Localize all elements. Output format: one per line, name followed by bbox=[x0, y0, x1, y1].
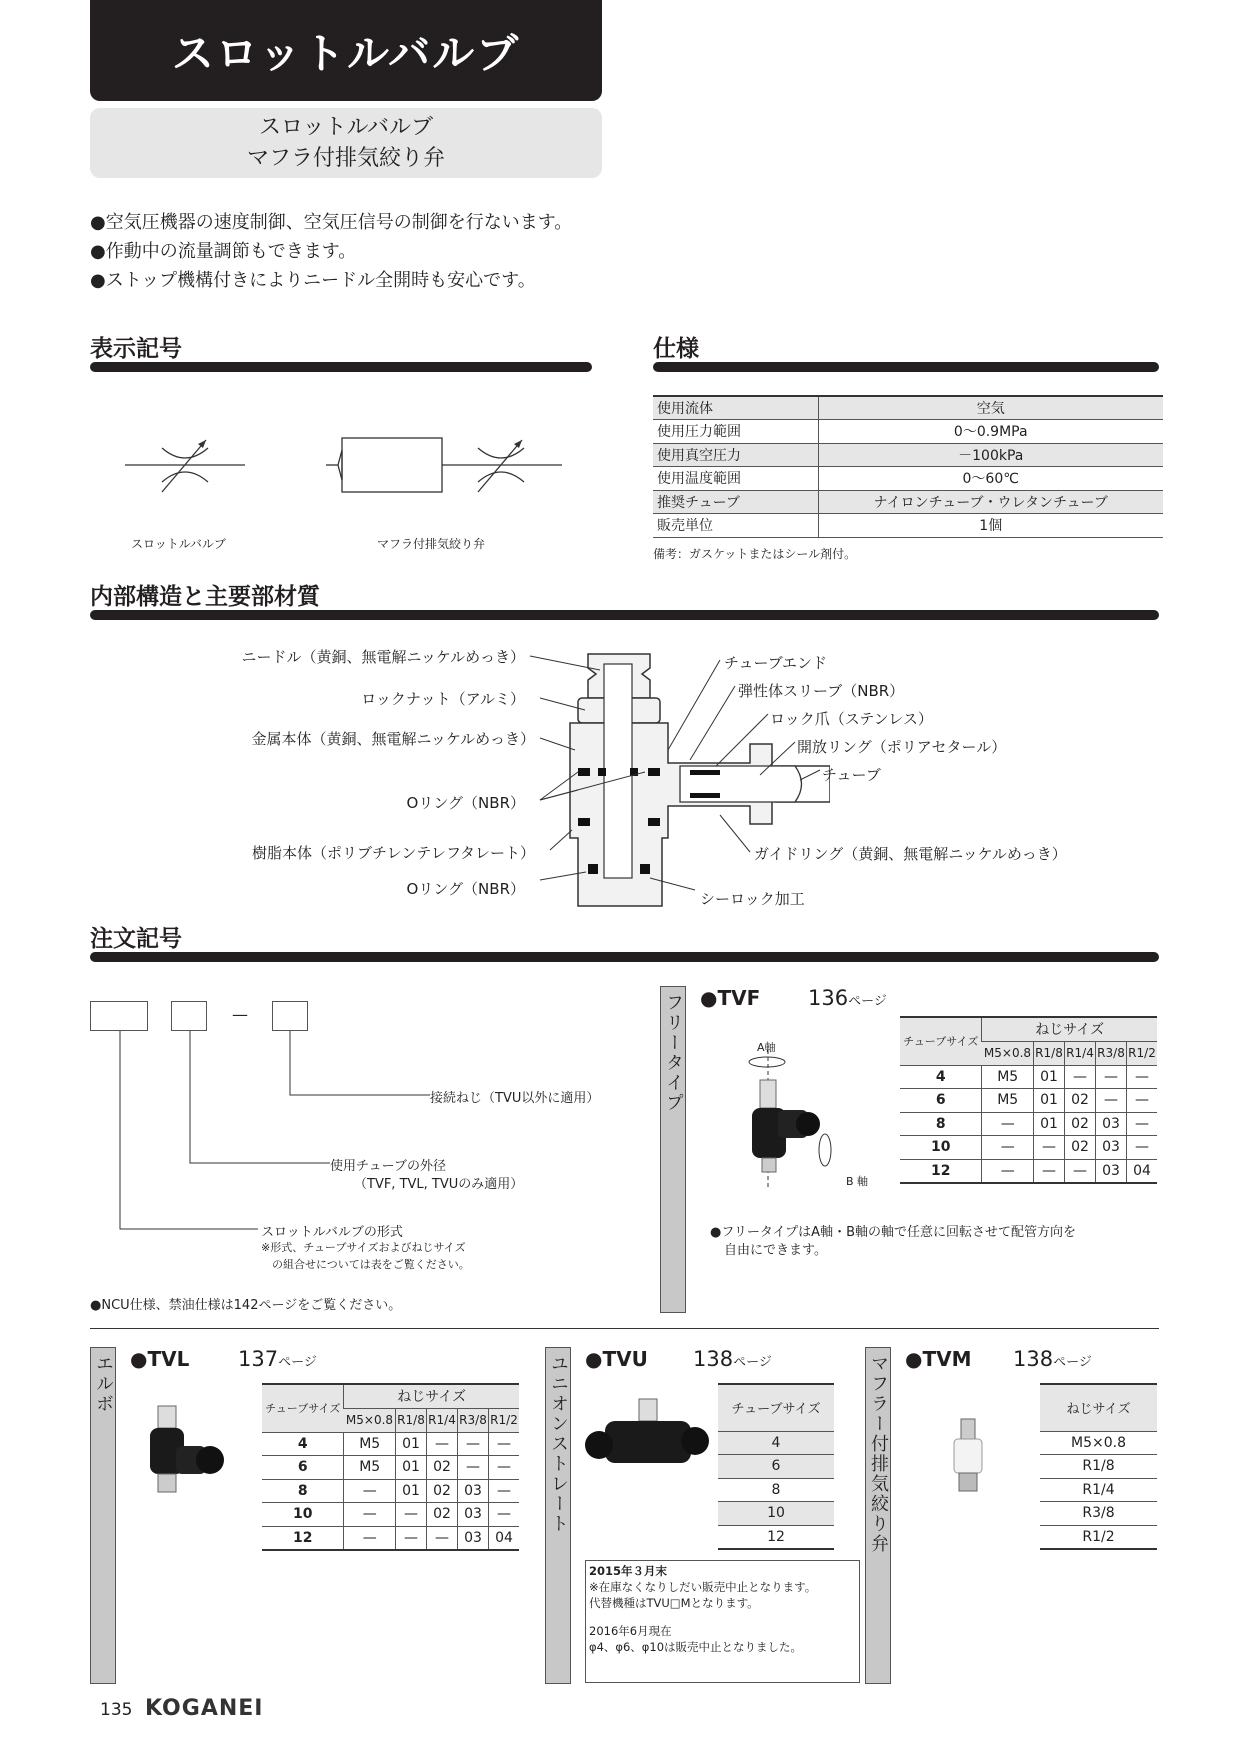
divider bbox=[90, 1328, 1159, 1329]
table-row: 6 M5 01 02 — — bbox=[900, 1089, 1157, 1113]
order-leaders bbox=[90, 1031, 450, 1231]
page-title: スロットルバルブ bbox=[171, 28, 521, 78]
structure-heading: 内部構造と主要部材質 bbox=[90, 584, 320, 610]
tab-union-straight: ユニオンストレート bbox=[545, 1347, 571, 1684]
table-row: 8 — 01 02 03 — bbox=[262, 1479, 519, 1503]
callout-tube: チューブ bbox=[822, 766, 881, 784]
tvm-product-image bbox=[948, 1415, 988, 1505]
section-divider bbox=[90, 610, 1159, 620]
table-row: 10 bbox=[718, 1502, 834, 1526]
axis-b-label: B 軸 bbox=[846, 1175, 869, 1188]
section-divider bbox=[653, 362, 1159, 372]
subtitle-box bbox=[90, 108, 602, 178]
tab-free-type: フリータイプ bbox=[660, 986, 686, 1313]
feature-list bbox=[90, 208, 572, 295]
callout-sealock: シーロック加工 bbox=[700, 890, 805, 908]
table-row: 12 — — — 03 04 bbox=[262, 1526, 519, 1550]
section-divider bbox=[90, 362, 592, 372]
table-row: 6 bbox=[718, 1455, 834, 1479]
callout-sleeve: 弾性体スリーブ（NBR） bbox=[738, 682, 905, 700]
tvu-size-table: チューブサイズ 4 6 8 10 12 bbox=[718, 1383, 834, 1550]
symbols-heading: 表示記号 bbox=[90, 336, 182, 362]
code-dash: — bbox=[232, 1005, 248, 1024]
spec-note: 備考：ガスケットまたはシール剤付。 bbox=[653, 547, 857, 561]
table-row: 12 — — — 03 04 bbox=[900, 1159, 1157, 1183]
symbol-label-muffler: マフラ付排気絞り弁 bbox=[377, 537, 486, 551]
tvm-model: ●TVM bbox=[905, 1347, 972, 1371]
order-connection-thread: 接続ねじ（TVU以外に適用） bbox=[430, 1091, 600, 1106]
tvf-page: 136ページ bbox=[808, 986, 887, 1010]
callout-needle: ニードル（黄銅、無電解ニッケルめっき） bbox=[241, 648, 525, 666]
tvl-model: ●TVL bbox=[130, 1347, 190, 1371]
table-row: 販売単位 1個 bbox=[653, 514, 1163, 538]
tvu-product-image bbox=[585, 1395, 710, 1485]
tvu-page: 138ページ bbox=[693, 1347, 772, 1371]
title-bar bbox=[90, 0, 602, 101]
table-row: 8 bbox=[718, 1478, 834, 1502]
tvf-model: ●TVF bbox=[700, 986, 761, 1010]
table-row: 12 bbox=[718, 1525, 834, 1549]
leader-lines bbox=[0, 640, 1240, 920]
tvu-discontinued-notice: 2015年３月末 ※在庫なくなりしだい販売中止となります。 代替機種はTVU□Mとなります。 2016年6月現在 φ4、φ6、φ10は販売中止となりました。 bbox=[585, 1560, 860, 1683]
tvm-size-table: ねじサイズ M5×0.8 R1/8 R1/4 R3/8 R1/2 bbox=[1040, 1383, 1157, 1550]
callout-o-ring-1: Oリング（NBR） bbox=[406, 794, 525, 812]
tvm-page: 138ページ bbox=[1013, 1347, 1092, 1371]
tvu-model: ●TVU bbox=[585, 1347, 648, 1371]
feature-item: ●ストップ機構付きによりニードル全開時も安心です。 bbox=[90, 270, 536, 291]
code-box-tube bbox=[171, 1001, 207, 1031]
order-type-note: ※形式、チューブサイズおよびねじサイズ bbox=[261, 1241, 466, 1254]
order-tube-size: 使用チューブの外径 bbox=[330, 1159, 446, 1174]
spec-heading: 仕様 bbox=[653, 336, 699, 362]
table-row: R1/8 bbox=[1040, 1455, 1157, 1479]
callout-lock-claw: ロック爪（ステンレス） bbox=[770, 710, 933, 728]
table-row: 6 M5 01 02 — — bbox=[262, 1456, 519, 1480]
tvf-product-image bbox=[730, 1050, 850, 1190]
table-row: 10 — — 02 03 — bbox=[900, 1136, 1157, 1160]
page-number: 135 bbox=[100, 1700, 133, 1720]
tab-muffler-type: マフラー付排気絞り弁 bbox=[865, 1347, 891, 1684]
subtitle-line-2: マフラ付排気絞り弁 bbox=[246, 146, 445, 171]
feature-item: ●作動中の流量調節もできます。 bbox=[90, 241, 357, 262]
subtitle-line-1: スロットルバルブ bbox=[258, 115, 434, 140]
table-row: 使用流体 空気 bbox=[653, 396, 1163, 420]
feature-item: ●空気圧機器の速度制御、空気圧信号の制御を行ないます。 bbox=[90, 212, 573, 233]
code-box-thread bbox=[272, 1001, 308, 1031]
table-row: 4 M5 01 — — — bbox=[262, 1432, 519, 1456]
code-box-model bbox=[90, 1001, 148, 1031]
callout-o-ring-2: Oリング（NBR） bbox=[406, 880, 525, 898]
order-heading: 注文記号 bbox=[90, 926, 182, 952]
tvf-size-table: チューブサイズ ねじサイズ M5×0.8 R1/8 R1/4 R3/8 R1/2 4 M5 01 — — — 6 M5 01 02 — — 8 — 01 02 03 — 10 — — 02 03 — 12 — — — 03 04 bbox=[900, 1016, 1157, 1184]
axis-a-label: A軸 bbox=[757, 1041, 776, 1054]
brand-logo: KOGANEI bbox=[145, 1696, 264, 1721]
table-row: 使用真空圧力 －100kPa bbox=[653, 443, 1163, 467]
tvl-page: 137ページ bbox=[238, 1347, 317, 1371]
table-row: R1/4 bbox=[1040, 1478, 1157, 1502]
symbol-label-throttle: スロットルバルブ bbox=[131, 537, 226, 551]
table-row: 使用圧力範囲 0〜0.9MPa bbox=[653, 420, 1163, 444]
ncu-note: ●NCU仕様、禁油仕様は142ページをご覧ください。 bbox=[90, 1298, 402, 1313]
callout-release-ring: 開放リング（ポリアセタール） bbox=[797, 738, 1007, 756]
tvl-product-image bbox=[140, 1400, 230, 1510]
tab-elbow: エルボ bbox=[90, 1347, 116, 1684]
callout-guide-ring: ガイドリング（黄銅、無電解ニッケルめっき） bbox=[754, 845, 1067, 863]
callout-metal-body: 金属本体（黄銅、無電解ニッケルめっき） bbox=[251, 730, 535, 748]
table-row: 4 bbox=[718, 1431, 834, 1455]
callout-resin-body: 樹脂本体（ポリブチレンテレフタレート） bbox=[252, 844, 535, 862]
table-row: 8 — 01 02 03 — bbox=[900, 1112, 1157, 1136]
table-row: 10 — — 02 03 — bbox=[262, 1503, 519, 1527]
callout-locknut: ロックナット（アルミ） bbox=[361, 690, 525, 708]
table-row: 4 M5 01 — — — bbox=[900, 1065, 1157, 1089]
order-type: スロットルバルブの形式 bbox=[261, 1225, 403, 1240]
table-row: R1/2 bbox=[1040, 1525, 1157, 1549]
tvf-note: 自由にできます。 bbox=[724, 1243, 827, 1258]
section-divider bbox=[90, 952, 1159, 962]
spec-table bbox=[653, 395, 1163, 538]
order-type-note: の組合せについては表をご覧ください。 bbox=[272, 1258, 470, 1271]
callout-tube-end: チューブエンド bbox=[724, 654, 828, 672]
table-row: 推奨チューブ ナイロンチューブ・ウレタンチューブ bbox=[653, 490, 1163, 514]
throttle-symbols-diagram bbox=[110, 420, 590, 520]
tvl-size-table: チューブサイズ ねじサイズ M5×0.8 R1/8 R1/4 R3/8 R1/2 4 M5 01 — — — 6 M5 01 02 — — 8 — 01 02 03 — 10 — — 02 03 — 12 — — — 03 04 bbox=[262, 1383, 519, 1551]
table-row: R3/8 bbox=[1040, 1502, 1157, 1526]
tvf-note: ●フリータイプはA軸・B軸の軸で任意に回転させて配管方向を bbox=[710, 1225, 1076, 1240]
table-row: M5×0.8 bbox=[1040, 1431, 1157, 1455]
order-tube-note: （TVF, TVL, TVUのみ適用） bbox=[354, 1177, 524, 1192]
table-row: 使用温度範囲 0〜60℃ bbox=[653, 467, 1163, 491]
